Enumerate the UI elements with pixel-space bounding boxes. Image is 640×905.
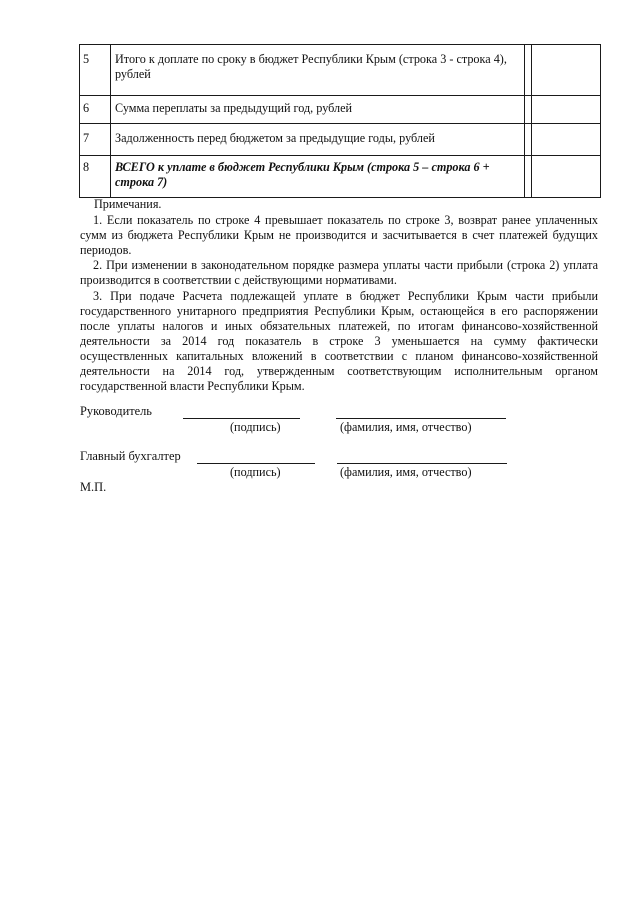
director-label: Руководитель [80, 404, 152, 418]
calculation-table [79, 44, 601, 198]
row-value-cell [532, 124, 601, 156]
row-value-cell [532, 45, 601, 96]
row-number: 6 [80, 96, 111, 124]
row-spacer-cell [525, 45, 532, 96]
row-number: 7 [80, 124, 111, 156]
row-description: Задолженность перед бюджетом за предыдущие годы, рублей [111, 124, 525, 156]
row-number: 5 [80, 45, 111, 96]
row-number: 8 [80, 156, 111, 198]
note-item: 1. Если показатель по строке 4 превышает показатель по строке 3, возврат ранее уплаченных сумм из бюджета Республики Крым не производится и засчитывается в счет платежей будущих периодов. [80, 213, 598, 258]
row-description: ВСЕГО к уплате в бюджет Республики Крым (строка 5 – строка 6 + строка 7) [111, 156, 525, 198]
accountant-label: Главный бухгалтер [80, 449, 181, 463]
row-description: Итого к доплате по сроку в бюджет Республики Крым (строка 3 - строка 4), рублей [111, 45, 525, 96]
director-name-line [336, 418, 506, 419]
table-row [80, 45, 601, 96]
note-item: 3. При подаче Расчета подлежащей уплате в бюджет Республики Крым части прибыли государственного унитарного предприятия Республики Крым, остающейся в его распоряжении после уплаты налогов и иных обязательных платежей, по итогам финансово-хозяйственной деятельности за 2014 год показатель в строке 3 уменьшается на сумму фактически осуществленных капитальных вложений в соответствии с планом финансово-хозяйственной деятельности на 2014 год, утвержденным соответствующим исполнительным органом государственной власти Республики Крым. [80, 288, 598, 394]
director-signature-line [183, 418, 300, 419]
row-spacer-cell [525, 156, 532, 198]
row-spacer-cell [525, 96, 532, 124]
table-row-total [80, 156, 601, 198]
accountant-name-line [337, 463, 507, 464]
accountant-signature-caption: (подпись) [230, 465, 281, 479]
table-row [80, 96, 601, 124]
accountant-signature-line [197, 463, 315, 464]
row-value-cell [532, 96, 601, 124]
row-value-cell [532, 156, 601, 198]
accountant-name-caption: (фамилия, имя, отчество) [340, 465, 472, 479]
director-name-caption: (фамилия, имя, отчество) [340, 420, 472, 434]
notes-section [80, 197, 598, 394]
table-row [80, 124, 601, 156]
stamp-label: М.П. [80, 480, 107, 494]
row-description: Сумма переплаты за предыдущий год, рублей [111, 96, 525, 124]
director-signature-caption: (подпись) [230, 420, 281, 434]
notes-title: Примечания. [94, 197, 162, 211]
note-item: 2. При изменении в законодательном порядке размера уплаты части прибыли (строка 2) уплата производится в соответствии с действующими нормативами. [80, 258, 598, 288]
row-spacer-cell [525, 124, 532, 156]
